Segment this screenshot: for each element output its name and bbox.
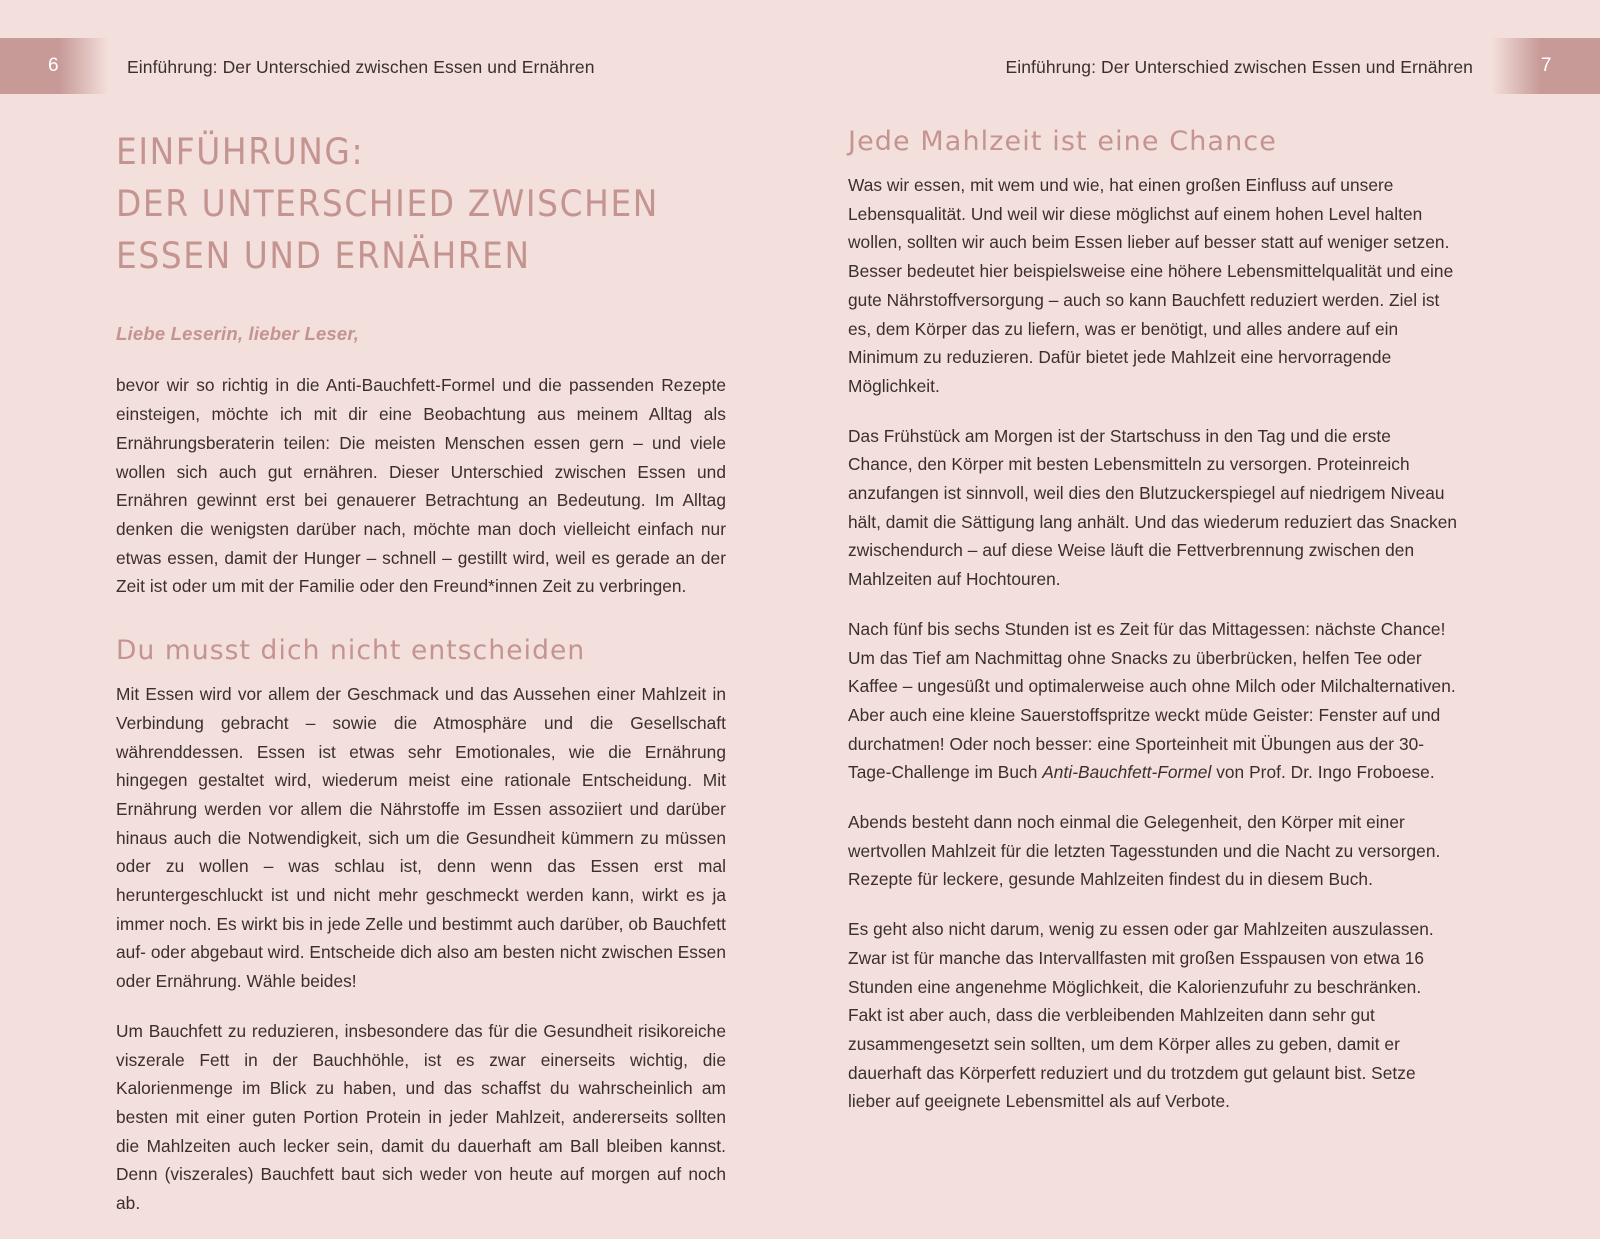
right-paragraph-3-before: Nach fünf bis sechs Stunden ist es Zeit für das Mittagessen: nächste Chance! Um das Tief am Nachmittag ohne Snacks zu überbrücken, helfen Tee oder Kaffee – ungesüßt und optimalerweise auch ohne Milch oder Milchalternativen. Aber auch eine kleine Sauerstoffspritze weckt müde Geister: Fenster auf und durchatmen! Oder noch besser: eine Sporteinheit mit Übungen aus der 30-Tage-Challenge im Buch bbox=[848, 618, 1456, 783]
left-column bbox=[116, 126, 726, 1239]
page-number-left bbox=[0, 38, 108, 94]
folio-left-value: 6 bbox=[48, 55, 60, 76]
section-heading-right: Jede Mahlzeit ist eine Chance bbox=[848, 126, 1277, 157]
right-paragraph-3 bbox=[848, 615, 1458, 787]
right-paragraph-4: Abends besteht dann noch einmal die Gelegenheit, den Körper mit einer wertvollen Mahlzeit für die letzten Tagesstunden und die Nacht zu versorgen. Rezepte für leckere, gesunde Mahlzeiten findest du in diesem Buch. bbox=[848, 812, 1441, 890]
left-paragraph-2: Um Bauchfett zu reduzieren, insbesondere das für die Gesundheit risikoreiche viszerale Fett in der Bauchhöhle, ist es zwar einerseits wichtig, die Kalorienmenge im Blick zu haben, und das schaffst du wahrscheinlich am besten mit einer guten Portion Protein in jeder Mahlzeit, andererseits sollten die Mahlzeiten auch lecker sein, damit du dauerhaft am Ball bleiben kannst. Denn (viszerales) Bauchfett baut sich weder von heute auf morgen auf noch ab. bbox=[116, 1020, 726, 1214]
right-paragraph-2: Das Frühstück am Morgen ist der Startschuss in den Tag und die erste Chance, den Körper mit besten Lebensmitteln zu versorgen. Proteinreich anzufangen ist sinnvoll, weil dies den Blutzuckerspiegel auf niedrigem Niveau hält, damit die Sättigung lang anhält. Und das wiederum reduziert das Snacken zwischendurch – auf diese Weise läuft die Fettverbrennung zwischen den Mahlzeiten auf Hochtouren. bbox=[848, 425, 1458, 590]
right-paragraph-1: Was wir essen, mit wem und wie, hat einen großen Einfluss auf unsere Lebensqualität. Und weil wir diese möglichst auf einem hohen Level halten wollen, sollten wir auch beim Essen lieber auf besser statt auf weniger setzen. Besser bedeutet hier beispielsweise eine höhere Lebensmittelqualität und eine gute Nährstoffversorgung – auch so kann Bauchfett reduziert werden. Ziel ist es, dem Körper das zu liefern, was er benötigt, und alles andere auf ein Minimum zu reduzieren. Dafür bietet jede Mahlzeit eine hervorragende Möglichkeit. bbox=[848, 175, 1454, 396]
chapter-title-line-1: EINFÜHRUNG: bbox=[116, 130, 365, 173]
left-paragraph-1: Mit Essen wird vor allem der Geschmack und das Aussehen einer Mahlzeit in Verbindung gebracht – sowie die Atmosphäre und die Gesellschaft währenddessen. Essen ist etwas sehr Emotionales, wie die Ernährung hingegen gestaltet wird, wiederum meist eine rationale Entscheidung. Mit Ernährung werden vor allem die Nährstoffe im Essen assoziiert und darüber hinaus auch die Notwendigkeit, sich um die Gesundheit kümmern zu müssen oder zu wollen – was schlau ist, denn wenn das Essen erst mal heruntergeschluckt ist und nicht mehr geschmeckt werden kann, wirkt es ja immer noch. Es wirkt bis in jede Zelle und bestimmt auch darüber, ob Bauchfett auf- oder abgebaut wird. Entscheide dich also am besten nicht zwischen Essen oder Ernährung. Wähle beides! bbox=[116, 684, 726, 992]
intro-paragraph: bevor wir so richtig in die Anti-Bauchfett-Formel und die passenden Rezepte einsteigen, möchte ich mit dir eine Beobachtung aus meinem Alltag als Ernährungsberaterin teilen: Die meisten Menschen essen gern – und viele wollen sich auch gut ernähren. Dieser Unterschied zwischen Essen und Ernähren gewinnt erst bei genauerer Betrachtung an Bedeutung. Im Alltag denken die wenigsten darüber nach, möchte man doch vielleicht einfach nur etwas essen, damit der Hunger – schnell – gestillt wird, weil es gerade an der Zeit ist oder um mit der Familie oder den Freund*innen Zeit zu verbringen. bbox=[116, 375, 726, 597]
book-title-italic: Anti-Bauchfett-Formel bbox=[1042, 762, 1212, 783]
right-paragraph-5: Es geht also nicht darum, wenig zu essen oder gar Mahlzeiten auszulassen. Zwar ist für manche das Intervallfasten mit großen Esspausen von etwa 16 Stunden eine angenehme Möglichkeit, die Kalorienzufuhr zu beschränken. Fakt ist aber auch, dass die verbleibenden Mahlzeiten dann sehr gut zusammengesetzt sein sollten, um dem Körper alles zu geben, damit er dauerhaft das Körperfett reduziert und du trotzdem gut gelaunt bist. Setze lieber auf geeignete Lebensmittel als auf Verbote. bbox=[848, 919, 1434, 1112]
right-column bbox=[848, 126, 1458, 1137]
right-paragraph-3-after: von Prof. Dr. Ingo Froboese. bbox=[1211, 762, 1435, 783]
chapter-title-line-3: ESSEN UND ERNÄHREN bbox=[116, 233, 531, 277]
section-heading-left: Du musst dich nicht entscheiden bbox=[116, 635, 586, 667]
running-head-right: Einführung: Der Unterschied zwischen Essen und Ernähren bbox=[1005, 57, 1473, 77]
running-head-left: Einführung: Der Unterschied zwischen Essen und Ernähren bbox=[127, 57, 595, 77]
salutation: Liebe Leserin, lieber Leser, bbox=[116, 323, 360, 345]
chapter-title bbox=[116, 126, 726, 281]
folio-right-value: 7 bbox=[1540, 55, 1552, 76]
chapter-title-line-2: DER UNTERSCHIED ZWISCHEN bbox=[116, 181, 659, 225]
page-number-right bbox=[1492, 38, 1600, 94]
